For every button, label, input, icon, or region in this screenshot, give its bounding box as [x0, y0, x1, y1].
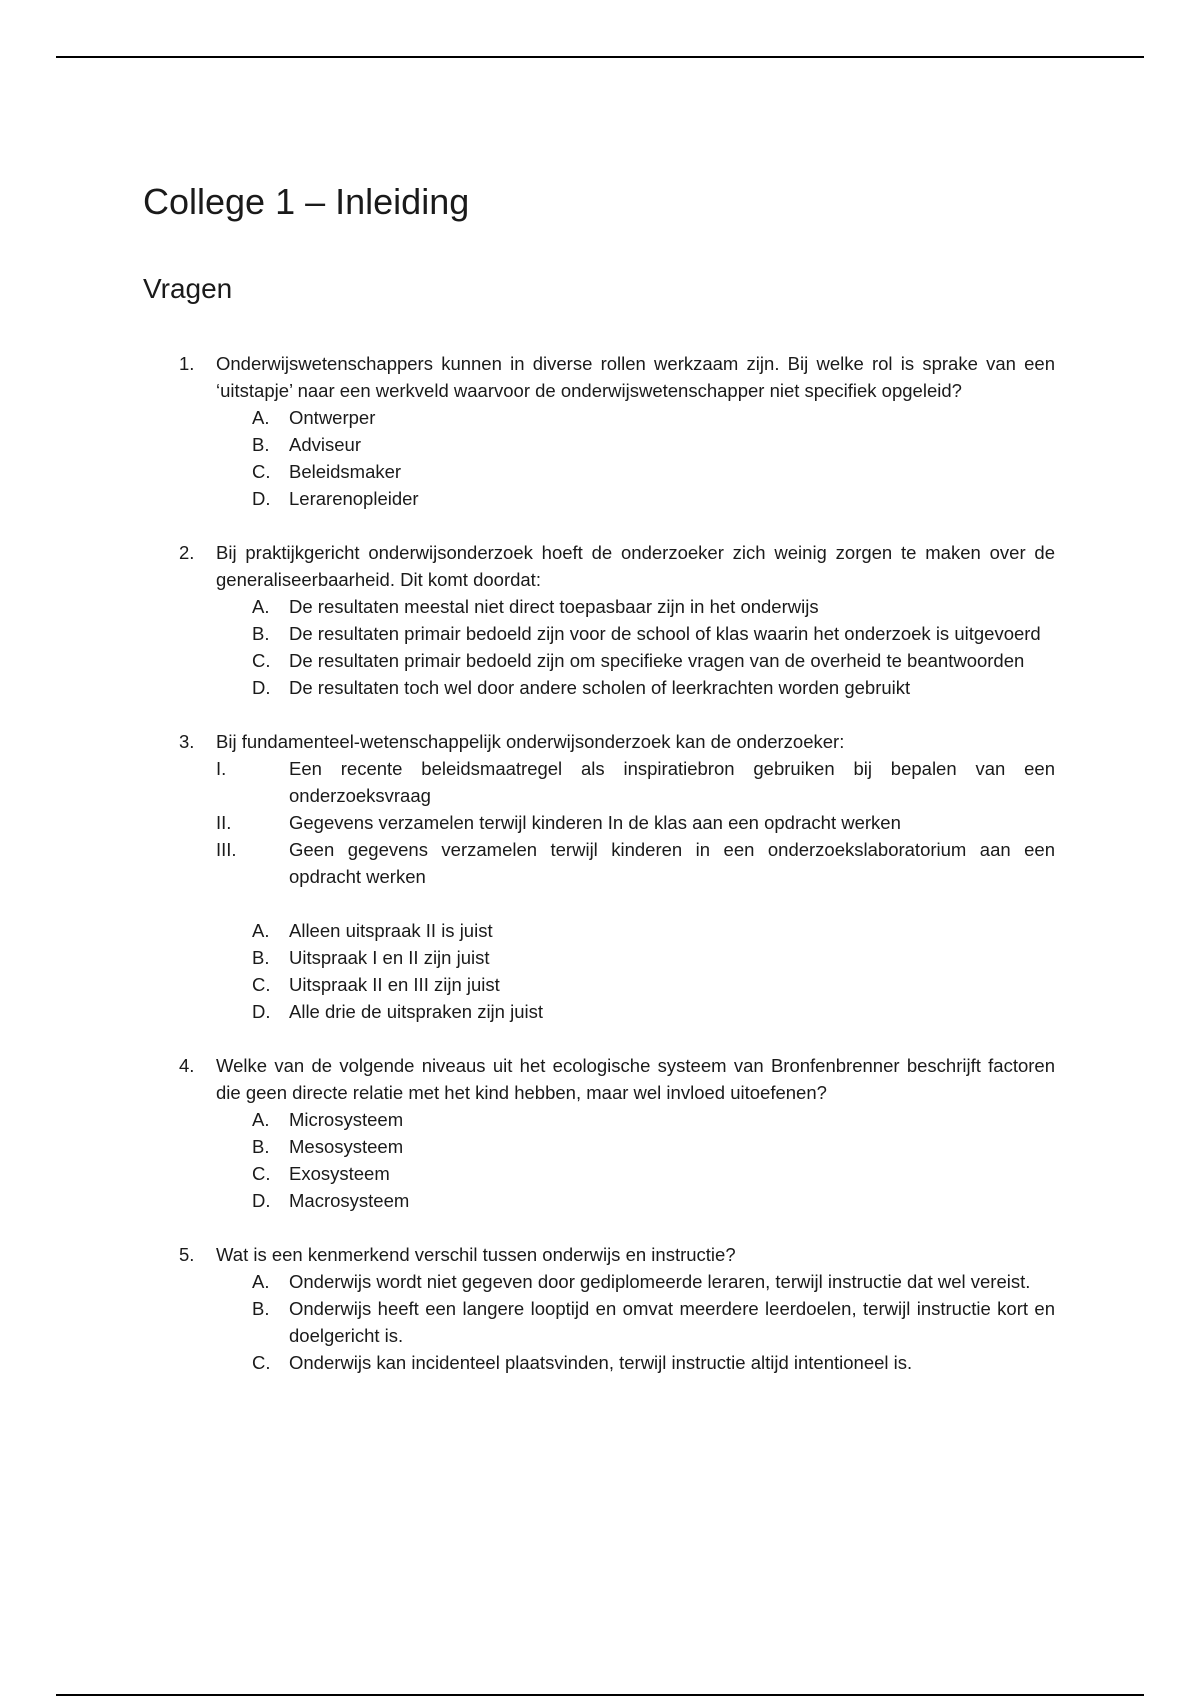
option-letter: A. [252, 920, 270, 941]
option-letter: D. [252, 677, 271, 698]
option-b [216, 431, 1055, 458]
option-letter: C. [252, 650, 271, 671]
statement-number: III. [216, 839, 237, 860]
option-list [216, 593, 1055, 701]
option-text: Exosysteem [289, 1163, 390, 1184]
question-text: Bij praktijkgericht onderwijsonderzoek hoeft de onderzoeker zich weinig zorgen te maken over de generaliseerbaarheid. Dit komt doordat: [216, 542, 1055, 590]
option-text: Onderwijs kan incidenteel plaatsvinden, terwijl instructie altijd intentioneel is. [289, 1352, 913, 1373]
statement-text: Gegevens verzamelen terwijl kinderen In de klas aan een opdracht werken [289, 812, 901, 833]
option-letter: B. [252, 623, 270, 644]
option-text: Ontwerper [289, 407, 376, 428]
option-letter: A. [252, 596, 270, 617]
option-text: Macrosysteem [289, 1190, 410, 1211]
option-c [216, 971, 1055, 998]
option-b [216, 620, 1055, 647]
option-d [216, 1187, 1055, 1214]
option-c [216, 1160, 1055, 1187]
option-b [216, 1133, 1055, 1160]
question-number: 5. [179, 1244, 195, 1265]
top-rule [56, 56, 1144, 58]
option-list [216, 1106, 1055, 1214]
option-letter: A. [252, 1271, 270, 1292]
option-letter: C. [252, 1352, 271, 1373]
question-number: 1. [179, 353, 195, 374]
option-text: Lerarenopleider [289, 488, 419, 509]
question-1 [143, 350, 1055, 512]
document-body [143, 178, 1055, 1403]
option-a [216, 1106, 1055, 1133]
statement-number: I. [216, 758, 227, 779]
option-text: Beleidsmaker [289, 461, 402, 482]
option-a [216, 593, 1055, 620]
page-title: College 1 – Inleiding [143, 181, 470, 222]
option-list [216, 1268, 1055, 1376]
option-text: De resultaten primair bedoeld zijn voor de school of klas waarin het onderzoek is uitgevoerd [289, 623, 1041, 644]
statement-1 [216, 755, 1055, 809]
option-text: Mesosysteem [289, 1136, 404, 1157]
question-text: Welke van de volgende niveaus uit het ecologische systeem van Bronfenbrenner beschrijft factoren die geen directe relatie met het kind hebben, maar wel invloed uitoefenen? [216, 1055, 1055, 1103]
option-letter: C. [252, 1163, 271, 1184]
option-b [216, 944, 1055, 971]
question-text: Onderwijswetenschappers kunnen in diverse rollen werkzaam zijn. Bij welke rol is sprake van een ‘uitstapje’ naar een werkveld waarvoor de onderwijswetenschapper niet specifiek opgeleid? [216, 353, 1055, 401]
option-letter: C. [252, 974, 271, 995]
question-list [143, 350, 1055, 1376]
option-letter: B. [252, 947, 270, 968]
option-list [216, 917, 1055, 1025]
spacer [216, 890, 1055, 917]
option-text: Adviseur [289, 434, 361, 455]
question-2 [143, 539, 1055, 701]
option-text: De resultaten meestal niet direct toepasbaar zijn in het onderwijs [289, 596, 819, 617]
option-a [216, 404, 1055, 431]
question-number: 3. [179, 731, 195, 752]
option-letter: C. [252, 461, 271, 482]
option-letter: D. [252, 1001, 271, 1022]
statement-2 [216, 809, 1055, 836]
section-heading: Vragen [143, 273, 233, 304]
option-letter: A. [252, 1109, 270, 1130]
option-text: Onderwijs heeft een langere looptijd en omvat meerdere leerdoelen, terwijl instructie kort en doelgericht is. [289, 1298, 1055, 1346]
question-text: Wat is een kenmerkend verschil tussen onderwijs en instructie? [216, 1244, 736, 1265]
option-c [216, 458, 1055, 485]
option-b [216, 1295, 1055, 1349]
question-number: 4. [179, 1055, 195, 1076]
option-letter: D. [252, 1190, 271, 1211]
option-a [216, 1268, 1055, 1295]
option-letter: A. [252, 407, 270, 428]
statement-3 [216, 836, 1055, 890]
option-text: De resultaten primair bedoeld zijn om specifieke vragen van de overheid te beantwoorden [289, 650, 1025, 671]
statement-text: Een recente beleidsmaatregel als inspiratiebron gebruiken bij bepalen van een onderzoeksvraag [289, 758, 1055, 806]
question-3 [143, 728, 1055, 1025]
option-d [216, 674, 1055, 701]
option-text: De resultaten toch wel door andere scholen of leerkrachten worden gebruikt [289, 677, 911, 698]
question-text: Bij fundamenteel-wetenschappelijk onderwijsonderzoek kan de onderzoeker: [216, 731, 845, 752]
option-d [216, 998, 1055, 1025]
option-list [216, 404, 1055, 512]
statement-list [216, 755, 1055, 890]
option-letter: B. [252, 1136, 270, 1157]
option-text: Alleen uitspraak II is juist [289, 920, 493, 941]
option-letter: D. [252, 488, 271, 509]
option-text: Uitspraak II en III zijn juist [289, 974, 500, 995]
question-number: 2. [179, 542, 195, 563]
question-5 [143, 1241, 1055, 1376]
option-letter: B. [252, 434, 270, 455]
option-c [216, 647, 1055, 674]
statement-number: II. [216, 812, 232, 833]
question-4 [143, 1052, 1055, 1214]
option-c [216, 1349, 1055, 1376]
option-a [216, 917, 1055, 944]
option-text: Uitspraak I en II zijn juist [289, 947, 490, 968]
bottom-rule [56, 1694, 1144, 1696]
option-text: Onderwijs wordt niet gegeven door gediplomeerde leraren, terwijl instructie dat wel vereist. [289, 1271, 1031, 1292]
option-text: Alle drie de uitspraken zijn juist [289, 1001, 543, 1022]
statement-text: Geen gegevens verzamelen terwijl kinderen in een onderzoekslaboratorium aan een opdracht werken [289, 839, 1055, 887]
option-text: Microsysteem [289, 1109, 404, 1130]
option-d [216, 485, 1055, 512]
option-letter: B. [252, 1298, 270, 1319]
